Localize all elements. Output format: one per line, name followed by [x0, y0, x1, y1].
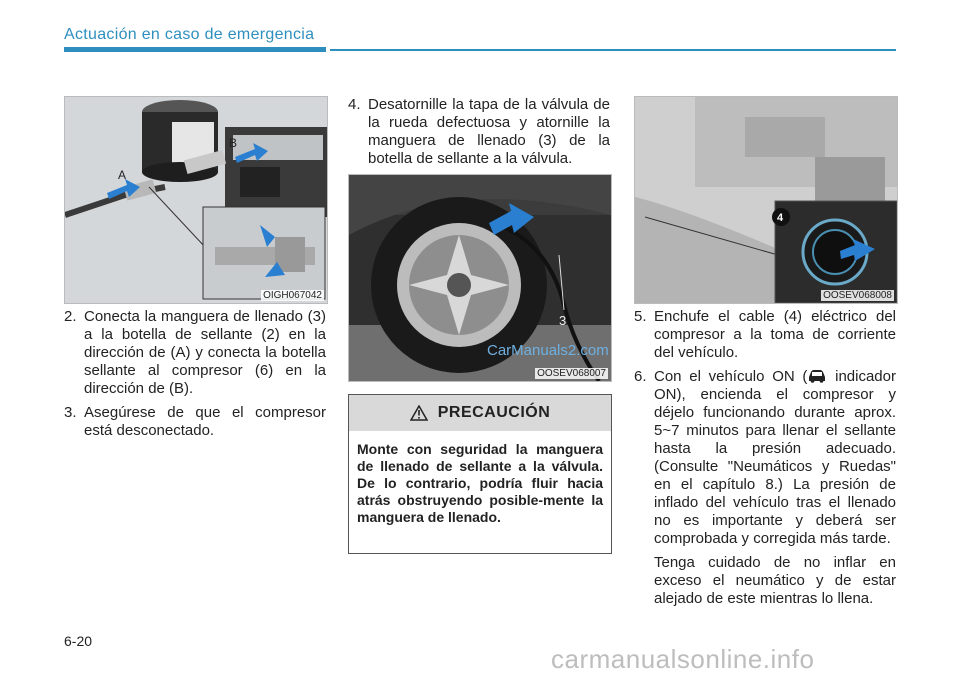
sealant-compressor-illustration [65, 97, 327, 303]
caution-header [349, 395, 611, 431]
list-item-step-3: 3. Asegúrese de que el compresor está desconectado. [64, 404, 326, 439]
figure-power-outlet [634, 96, 898, 304]
column-3-text [634, 308, 896, 608]
step-6-note: Tenga cuidado de no inflar en exceso el neumático y de estar alejado de este mientras lo llena. [654, 554, 896, 607]
list-item-step-4: 4. Desatornille la tapa de la válvula de la rueda defectuosa y atornille la manguera de llenado (3) de la botella de sellante a la válvula. [348, 96, 610, 167]
caution-title: PRECAUCIÓN [437, 404, 551, 421]
caution-box [348, 394, 612, 554]
figure-label-b: B [229, 136, 238, 150]
header-rule [330, 49, 896, 51]
column-1-text [64, 308, 326, 446]
header-accent-bar [64, 47, 326, 52]
power-outlet-illustration [635, 97, 897, 303]
caution-text: Monte con seguridad la manguera de llenado de sellante a la válvula. De lo contrario, podría fluir hacia atrás obstruyendo posible-mente la manguera de llenado. [357, 441, 603, 525]
list-item-step-5: 5. Enchufe el cable (4) eléctrico del compresor a la toma de corriente del vehículo. [634, 308, 896, 361]
page-number: 6-20 [64, 633, 93, 649]
figure-caption: OOSEV068008 [823, 290, 892, 301]
figure-label-a: A [118, 168, 127, 182]
list-item-step-2: 2. Conecta la manguera de llenado (3) a la botella de sellante (2) en la dirección de (A) y conecta la botella sellante al compresor (6) en la dirección de (B). [64, 308, 326, 397]
car-ready-icon [807, 369, 827, 383]
warning-triangle-icon [410, 405, 428, 421]
figure-sealant-compressor [64, 96, 328, 304]
column-2-text [348, 96, 610, 174]
section-title: Actuación en caso de emergencia [64, 26, 315, 43]
figure-caption: OOSEV068007 [537, 368, 606, 379]
list-item-step-6: 6. Con el vehículo ON ( indicador ON), encienda el compresor y déjelo funcionando durante aprox. 5~7 minutos para llenar el sellante hasta la presión adecuado. (Consulte "Neumáticos y Ruedas" en el capítulo 8.) La presión de inflado del vehículo tras el llenado no es importante y deberá ser comprobada y corregida más tarde. [634, 368, 896, 547]
figure-label-4: 4 [777, 212, 784, 224]
site-watermark: carmanualsonline.info [551, 644, 815, 674]
figure-label-3: 3 [559, 313, 567, 328]
image-watermark: CarManuals2.com [487, 342, 609, 359]
figure-caption: OIGH067042 [263, 290, 322, 301]
